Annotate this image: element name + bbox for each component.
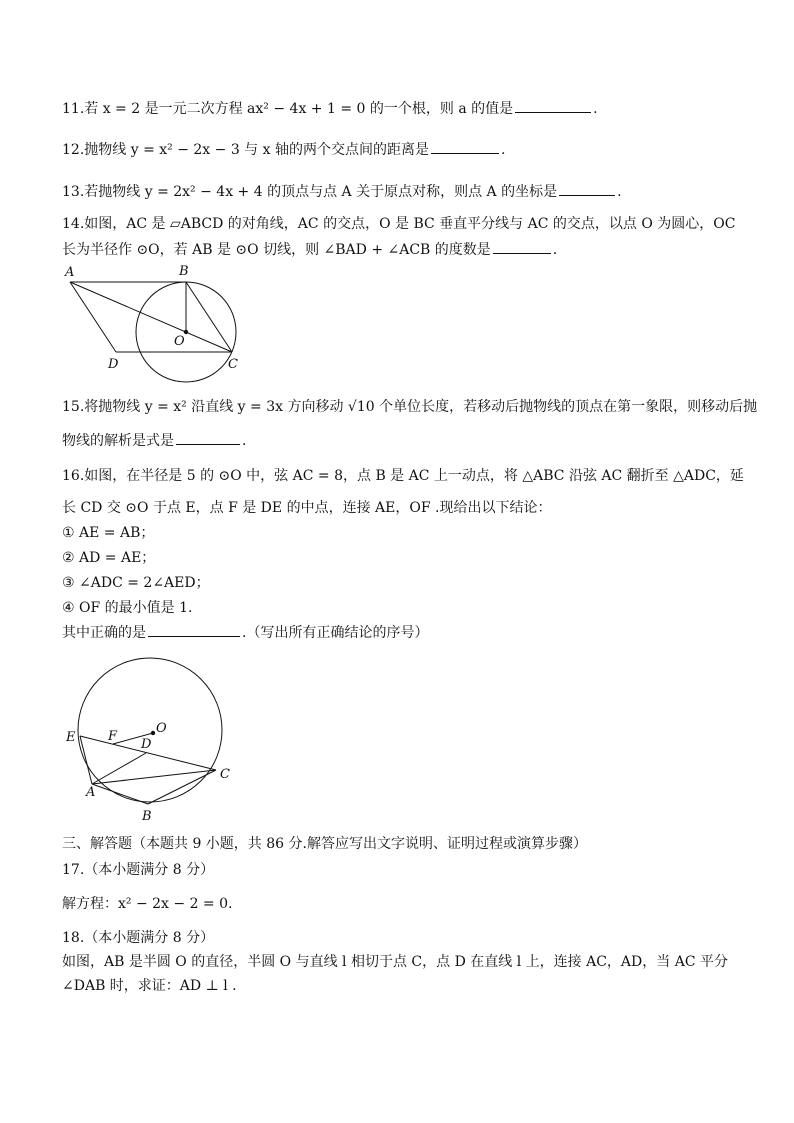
answer-blank bbox=[148, 624, 240, 637]
question-15-line-2: 物线的解析是式是 . bbox=[62, 433, 247, 449]
segment-ad bbox=[92, 753, 146, 784]
segment-ab bbox=[92, 784, 148, 804]
conclusion-3: ③ ∠ADC = 2∠AED； bbox=[62, 575, 210, 591]
conclusion-2: ② AD = AE； bbox=[62, 550, 156, 566]
label-e: E bbox=[66, 730, 76, 745]
answer-blank bbox=[559, 183, 615, 196]
label-c: C bbox=[220, 767, 230, 782]
label-b: B bbox=[142, 809, 152, 824]
center-point-o bbox=[151, 731, 155, 735]
label-o: O bbox=[174, 334, 185, 349]
answer-blank bbox=[431, 141, 499, 154]
figure-q14 bbox=[62, 262, 252, 388]
segment-ad bbox=[70, 282, 116, 352]
label-d: D bbox=[141, 737, 152, 752]
conclusion-4: ④ OF 的最小值是 1. bbox=[62, 600, 193, 616]
question-15-line-1: 15.将抛物线 y = x² 沿直线 y = 3x 方向移动 √10 个单位长度，若移动后抛物线的顶点在第一象限，则移动后抛 bbox=[62, 399, 758, 415]
label-c: C bbox=[228, 357, 238, 372]
label-f: F bbox=[108, 729, 118, 744]
question-16-line-1: 16.如图，在半径是 5 的 ⊙O 中，弦 AC = 8，点 B 是 AC 上一动点，将 △ABC 沿弦 AC 翻折至 △ADC，延 bbox=[62, 468, 744, 484]
answer-blank bbox=[176, 432, 240, 445]
segment-ea bbox=[80, 736, 92, 784]
answer-blank bbox=[515, 100, 591, 113]
conclusion-1: ① AE = AB； bbox=[62, 525, 155, 541]
question-14-line-2: 长为半径作 ⊙O，若 AB 是 ⊙O 切线，则 ∠BAD + ∠ACB 的度数是 . bbox=[62, 242, 558, 258]
question-16-answer-line: 其中正确的是 .（写出所有正确结论的序号） bbox=[62, 625, 429, 641]
circle-o bbox=[78, 658, 222, 802]
question-12-text: 12.抛物线 y = x² − 2x − 3 与 x 轴的两个交点间的距离是 bbox=[62, 142, 429, 158]
question-13: 13.若抛物线 y = 2x² − 4x + 4 的顶点与点 A 关于原点对称，则点 A 的坐标是 . bbox=[62, 184, 622, 200]
question-18-line-1: 如图，AB 是半圆 O 的直径，半圆 O 与直线 l 相切于点 C，点 D 在直线 l 上，连接 AC，AD，当 AC 平分 bbox=[62, 954, 728, 970]
label-a: A bbox=[86, 785, 96, 800]
question-14-line-1: 14.如图，AC 是 ▱ABCD 的对角线，AC 的交点，O 是 BC 垂直平分线与 AC 的交点，以点 O 为圆心，OC bbox=[62, 216, 736, 232]
section-3-heading: 三、解答题（本题共 9 小题，共 86 分.解答应写出文字说明、证明过程或演算步骤） bbox=[62, 836, 587, 852]
question-13-text: 13.若抛物线 y = 2x² − 4x + 4 的顶点与点 A 关于原点对称，则点 A 的坐标是 bbox=[62, 184, 558, 200]
question-12: 12.抛物线 y = x² − 2x − 3 与 x 轴的两个交点间的距离是 . bbox=[62, 142, 506, 158]
label-a: A bbox=[65, 265, 75, 280]
question-16-line-2: 长 CD 交 ⊙O 于点 E，点 F 是 DE 的中点，连接 AE，OF .现给出以下结论： bbox=[62, 500, 552, 516]
segment-ac bbox=[92, 770, 216, 784]
label-o: O bbox=[156, 721, 167, 736]
question-11: 11.若 x = 2 是一元二次方程 ax² − 4x + 1 = 0 的一个根，则 a 的值是 . bbox=[62, 101, 598, 117]
question-18-line-2: ∠DAB 时，求证：AD ⊥ l . bbox=[62, 978, 237, 994]
label-b: B bbox=[179, 264, 189, 279]
segment-bc bbox=[186, 282, 232, 352]
diagonal-ac bbox=[70, 282, 232, 352]
question-17-body: 解方程：x² − 2x − 2 = 0. bbox=[62, 896, 233, 912]
answer-blank bbox=[493, 241, 551, 254]
question-11-text: 11.若 x = 2 是一元二次方程 ax² − 4x + 1 = 0 的一个根，则 a 的值是 bbox=[62, 101, 514, 117]
figure-q16 bbox=[62, 656, 242, 826]
label-d: D bbox=[108, 357, 119, 372]
segment-bc bbox=[148, 770, 216, 804]
question-18-heading: 18.（本小题满分 8 分） bbox=[62, 930, 215, 946]
question-17-heading: 17.（本小题满分 8 分） bbox=[62, 862, 215, 878]
